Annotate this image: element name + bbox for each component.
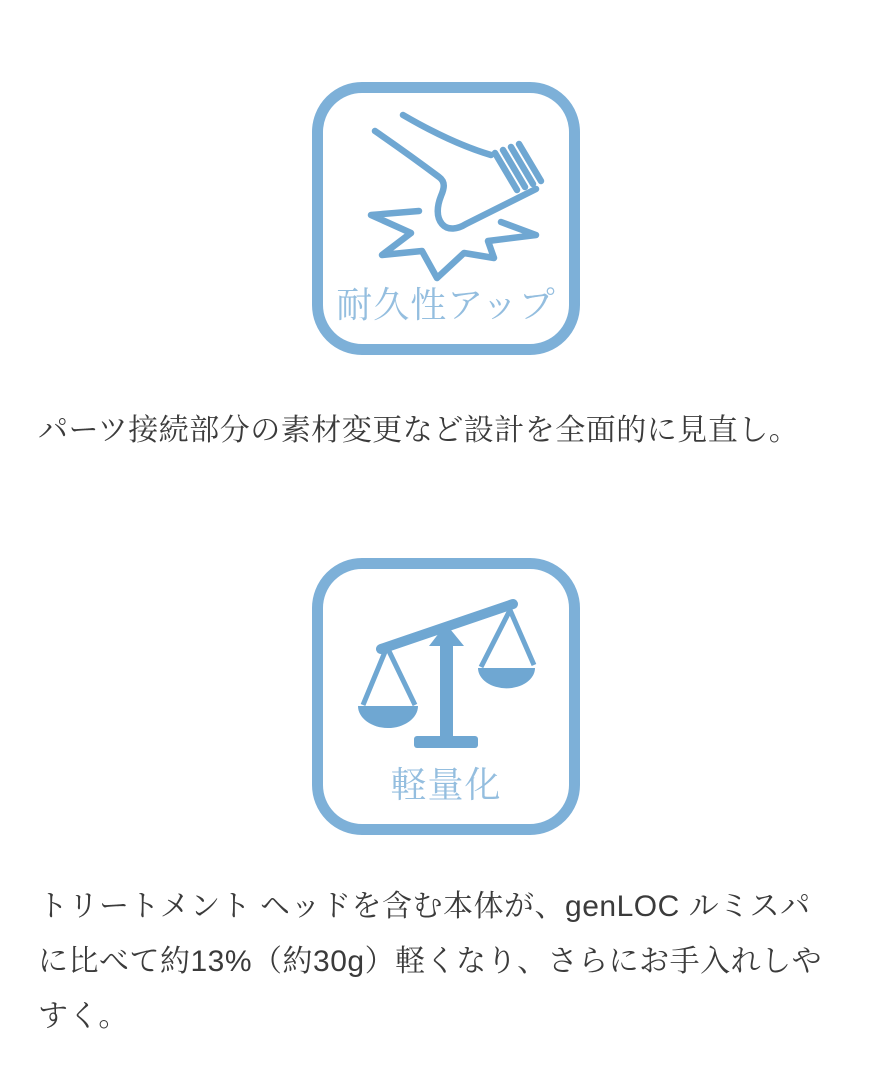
impact-durability-icon	[339, 105, 554, 285]
description-line: に比べて約13%（約30g）軽くなり、さらにお手入れしや	[38, 945, 823, 978]
feature-durability	[0, 82, 883, 454]
right-pan-bowl	[478, 668, 535, 688]
durability-description	[0, 408, 883, 454]
description-line: トリートメント ヘッドを含む本体が、genLOC ルミスパ	[38, 890, 811, 923]
lightweight-badge-label: 軽量化	[390, 764, 502, 805]
scale-base	[414, 736, 478, 748]
impact-star	[371, 211, 536, 278]
lightweight-badge	[312, 558, 580, 835]
left-pan-bowl	[358, 706, 418, 728]
durability-badge	[312, 82, 580, 355]
description-line: すく。	[38, 1000, 129, 1033]
right-pan-hanger	[481, 610, 534, 667]
durability-badge-label: 耐久性アップ	[336, 284, 556, 325]
description-line: パーツ接続部分の素材変更など設計を全面的に見直し。	[38, 414, 800, 447]
balance-scale-icon	[346, 597, 546, 749]
scale-post	[440, 637, 453, 738]
left-pan-hanger	[363, 647, 415, 705]
lightweight-description	[0, 879, 883, 1044]
feature-lightweight	[0, 558, 883, 1044]
